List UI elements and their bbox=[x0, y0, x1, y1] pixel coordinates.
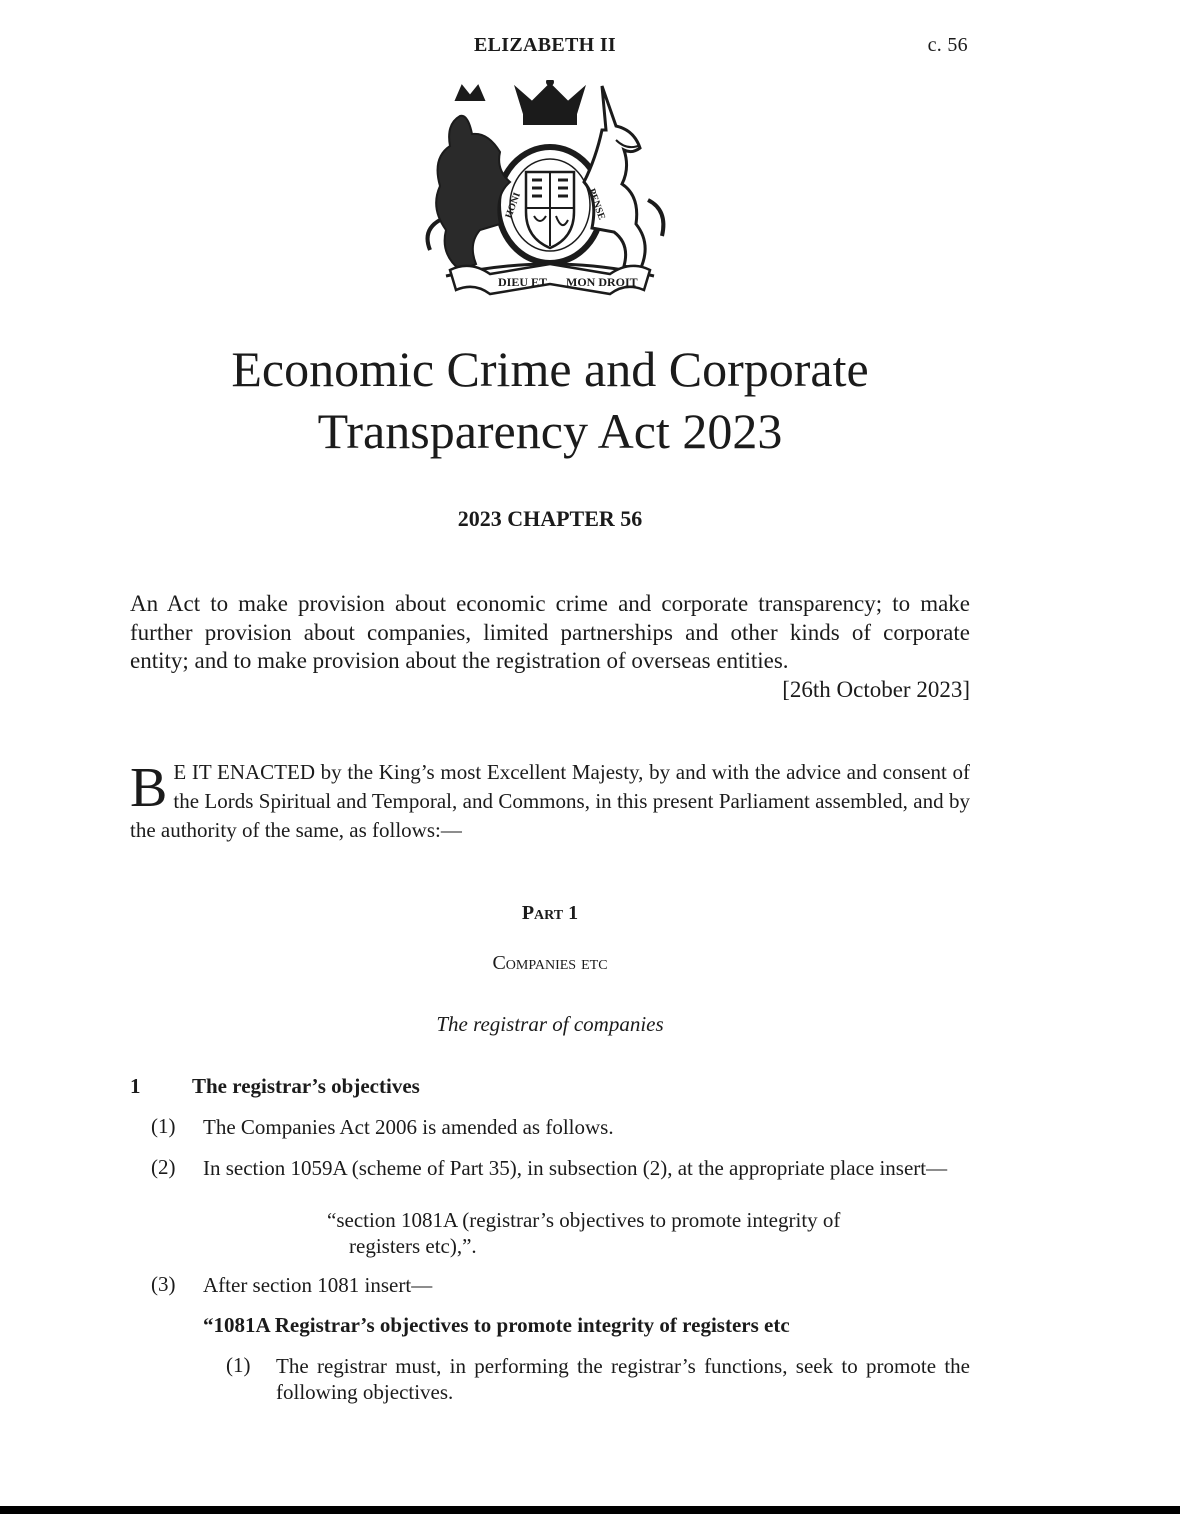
bottom-border bbox=[0, 1506, 1180, 1514]
quoted-insertion-line-1: “section 1081A (registrar’s objectives to promote integrity of bbox=[327, 1208, 841, 1232]
subsection-text: The Companies Act 2006 is amended as follows. bbox=[203, 1115, 614, 1139]
long-title-text: An Act to make provision about economic crime and corporate transparency; to make further provision about companies, limited partnerships and other kinds of corporate entity; and to make provision about the registration of overseas entities. bbox=[130, 591, 970, 673]
garter-right-text: PENSE bbox=[585, 187, 608, 222]
subsection-number: (3) bbox=[151, 1272, 176, 1296]
act-title bbox=[130, 338, 970, 462]
section-title: The registrar’s objectives bbox=[192, 1074, 420, 1098]
inserted-subsection-text: The registrar must, in performing the registrar’s functions, seek to promote the following objectives. bbox=[276, 1354, 970, 1404]
quoted-insertion-line-2: registers etc),”. bbox=[349, 1234, 477, 1258]
motto-right-text: MON DROIT bbox=[566, 275, 638, 289]
chapter-line: 2023 CHAPTER 56 bbox=[457, 506, 643, 531]
enacting-text: by the King’s most Excellent Majesty, by and with the advice and consent of the Lords Spiritual and Temporal, and Commons, in this present Parliament assembled, and by the authority of the same, as follows:— bbox=[130, 760, 970, 842]
running-header-monarch: ELIZABETH II bbox=[474, 34, 616, 56]
part-number: Part 1 bbox=[521, 902, 579, 924]
inserted-subsection-number: (1) bbox=[226, 1353, 251, 1377]
drop-cap: B bbox=[130, 757, 168, 819]
act-title-line-2: Transparency Act 2023 bbox=[317, 403, 783, 459]
royal-assent-date: [26th October 2023] bbox=[782, 676, 970, 702]
royal-coat-of-arms-icon bbox=[420, 80, 680, 308]
garter-left-text: HONI bbox=[503, 191, 523, 220]
section-number: 1 bbox=[130, 1074, 141, 1098]
subsection-text: After section 1081 insert— bbox=[203, 1273, 433, 1297]
enacting-smallcaps: E IT ENACTED bbox=[173, 760, 315, 784]
motto-left-text: DIEU ET bbox=[498, 275, 548, 289]
subsection-number: (2) bbox=[151, 1155, 176, 1179]
long-title bbox=[130, 590, 970, 704]
quoted-insertion bbox=[327, 1207, 970, 1259]
running-header-chapter: c. 56 bbox=[927, 34, 968, 56]
crossheading: The registrar of companies bbox=[436, 1012, 664, 1036]
subsection-text: In section 1059A (scheme of Part 35), in subsection (2), at the appropriate place insert— bbox=[203, 1156, 948, 1180]
enacting-formula bbox=[130, 758, 970, 845]
subsection-number: (1) bbox=[151, 1114, 176, 1138]
act-title-line-1: Economic Crime and Corporate bbox=[231, 341, 869, 397]
inserted-section-heading: “1081A Registrar’s objectives to promote integrity of registers etc bbox=[203, 1313, 790, 1337]
part-title: Companies etc bbox=[492, 952, 608, 974]
